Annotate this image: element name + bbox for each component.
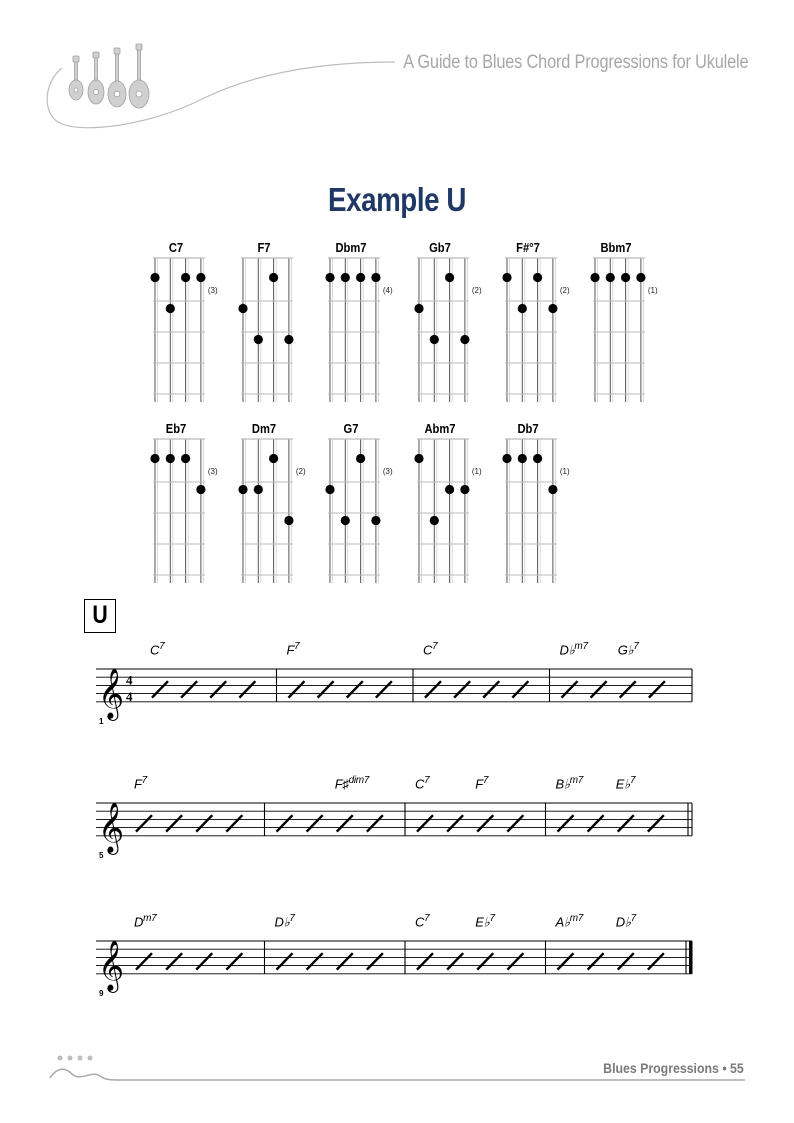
rhythm-slash — [649, 681, 665, 697]
music-system — [96, 940, 693, 998]
chord-root: D — [134, 914, 144, 930]
time-signature-top: 4 — [126, 672, 133, 688]
rhythm-slash — [136, 953, 152, 969]
rhythm-slash — [337, 953, 353, 969]
music-system — [96, 668, 692, 726]
rhythm-slash — [588, 953, 604, 969]
fret-position-label: (1) — [559, 467, 570, 476]
rhythm-slash — [512, 681, 528, 697]
chord-symbol — [423, 641, 437, 657]
chord-root: F — [286, 642, 295, 658]
chord-quality: 7 — [630, 913, 636, 924]
chord-diagram-name: F#°7 — [516, 240, 540, 255]
chord-root: E♭ — [475, 914, 490, 930]
rhythm-slash — [367, 953, 383, 969]
rhythm-slash — [648, 815, 664, 831]
footer-text — [603, 1060, 744, 1076]
rhythm-slash — [483, 681, 499, 697]
rhythm-slash — [507, 953, 523, 969]
chord-symbol — [415, 775, 429, 791]
fret-position-label: (3) — [207, 467, 218, 476]
page-number: 55 — [730, 1060, 744, 1076]
chord-symbol — [134, 913, 156, 929]
chord-quality: 7 — [432, 641, 438, 652]
fret-position-label: (2) — [559, 286, 570, 295]
rhythm-slash — [289, 681, 305, 697]
rhythm-slash — [226, 953, 242, 969]
chord-diagram-name: Db7 — [517, 421, 539, 436]
chord-symbol — [415, 913, 429, 929]
chord-symbol — [616, 775, 635, 792]
rhythm-slash — [210, 681, 226, 697]
rhythm-slash — [166, 953, 182, 969]
rhythm-slash — [152, 681, 168, 697]
rhythm-slash — [196, 953, 212, 969]
book-title: A Guide to Blues Chord Progressions for Ukulele — [402, 52, 748, 73]
treble-clef-icon: 𝄞 — [98, 939, 125, 991]
rhythm-slash — [507, 815, 523, 831]
chord-root: C — [415, 914, 425, 930]
rhythm-slash — [318, 681, 334, 697]
rhythm-slash — [136, 815, 152, 831]
chord-quality: 7 — [294, 641, 300, 652]
chord-root: D♭ — [274, 914, 290, 930]
rhythm-slash — [307, 953, 323, 969]
treble-clef-icon: 𝄞 — [98, 801, 125, 853]
footer-section: Blues Progressions — [603, 1060, 720, 1076]
chord-symbol — [287, 641, 300, 657]
chord-diagram-name: Dbm7 — [335, 240, 367, 255]
chord-quality: 7 — [633, 641, 639, 652]
chord-root: F — [134, 776, 142, 792]
final-bar-line — [689, 941, 693, 974]
chord-quality: 7 — [159, 641, 165, 652]
fret-position-label: (3) — [382, 467, 393, 476]
chord-diagram-name: Abm7 — [424, 421, 456, 436]
chord-symbol — [556, 913, 584, 930]
chord-root: E♭ — [615, 776, 630, 792]
chord-quality: m7 — [143, 913, 157, 924]
section-label: U — [92, 601, 108, 629]
chord-root: F♯ — [334, 776, 349, 792]
measure-number: 9 — [99, 988, 104, 998]
chord-diagram-name: Dm7 — [251, 421, 277, 436]
rhythm-slash — [588, 815, 604, 831]
fret-position-label: (2) — [471, 286, 482, 295]
rhythm-slash — [417, 953, 433, 969]
fret-position-label: (3) — [207, 286, 218, 295]
rhythm-slash — [347, 681, 363, 697]
chord-quality: 7 — [289, 913, 295, 924]
music-system — [96, 802, 692, 860]
rhythm-slash — [337, 815, 353, 831]
rhythm-slash — [196, 815, 212, 831]
chord-root: D♭ — [615, 914, 631, 930]
rhythm-slash — [618, 815, 634, 831]
chord-symbol — [560, 641, 588, 658]
footer-separator: • — [722, 1060, 727, 1076]
rhythm-slash — [648, 953, 664, 969]
rhythm-slash — [447, 815, 463, 831]
chord-diagram-name: Eb7 — [165, 421, 187, 436]
chord-quality: dim7 — [348, 775, 370, 786]
time-signature-bottom: 4 — [126, 688, 133, 704]
chord-quality: 7 — [489, 913, 495, 924]
chord-root: A♭ — [555, 914, 570, 930]
chord-diagram-name: C7 — [168, 240, 184, 255]
rhythm-slash — [558, 815, 574, 831]
rhythm-slash — [477, 815, 493, 831]
chord-quality: 7 — [424, 913, 430, 924]
chord-quality: 7 — [629, 775, 636, 786]
rhythm-slash — [425, 681, 441, 697]
chord-root: C — [423, 642, 433, 658]
chord-symbol — [556, 775, 584, 792]
treble-clef-icon: 𝄞 — [98, 667, 125, 719]
rhythm-slash — [226, 815, 242, 831]
fret-position-label: (2) — [295, 467, 306, 476]
chord-quality: 7 — [424, 775, 430, 786]
chord-root: G♭ — [617, 642, 634, 658]
rhythm-slash — [277, 815, 293, 831]
chord-diagram-name: F7 — [257, 240, 271, 255]
chord-root: F — [475, 776, 483, 792]
fret-position-label: (1) — [471, 467, 482, 476]
rhythm-slash — [417, 815, 433, 831]
rhythm-slash — [277, 953, 293, 969]
chord-quality: m7 — [569, 775, 583, 786]
fret-position-label: (4) — [382, 286, 393, 295]
chord-symbol — [618, 641, 639, 658]
rhythm-slash — [166, 815, 182, 831]
chord-symbol — [616, 913, 636, 930]
rhythm-slash — [477, 953, 493, 969]
chord-diagram-name: G7 — [343, 421, 359, 436]
rhythm-slash — [620, 681, 636, 697]
chord-quality: m7 — [569, 913, 583, 924]
rhythm-slash — [307, 815, 323, 831]
chord-symbol — [134, 775, 147, 791]
rhythm-slash — [447, 953, 463, 969]
chord-root: C — [150, 642, 160, 658]
chord-quality: 7 — [482, 775, 489, 786]
rhythm-slash — [562, 681, 578, 697]
chord-root: B♭ — [555, 776, 570, 792]
rhythm-slash — [454, 681, 470, 697]
chord-quality: 7 — [141, 775, 147, 786]
chord-symbol — [475, 913, 494, 930]
chord-quality: m7 — [574, 641, 588, 652]
chord-diagram-name: Bbm7 — [600, 240, 632, 255]
rhythm-slash — [181, 681, 197, 697]
measure-number: 1 — [99, 716, 104, 726]
chord-symbol — [150, 641, 164, 657]
fret-position-label: (1) — [647, 286, 658, 295]
chord-symbol — [335, 775, 369, 791]
chord-root: C — [415, 776, 425, 792]
rhythm-slash — [558, 953, 574, 969]
measure-number: 5 — [99, 850, 104, 860]
rhythm-slash — [591, 681, 607, 697]
rhythm-slash — [239, 681, 255, 697]
example-title: Example U — [328, 181, 466, 218]
rhythm-slash — [618, 953, 634, 969]
rhythm-slash — [376, 681, 392, 697]
chord-diagram-name: Gb7 — [429, 240, 451, 255]
chord-root: D♭ — [559, 642, 575, 658]
rhythm-slash — [367, 815, 383, 831]
chord-symbol — [275, 913, 295, 930]
chord-symbol — [475, 775, 488, 791]
